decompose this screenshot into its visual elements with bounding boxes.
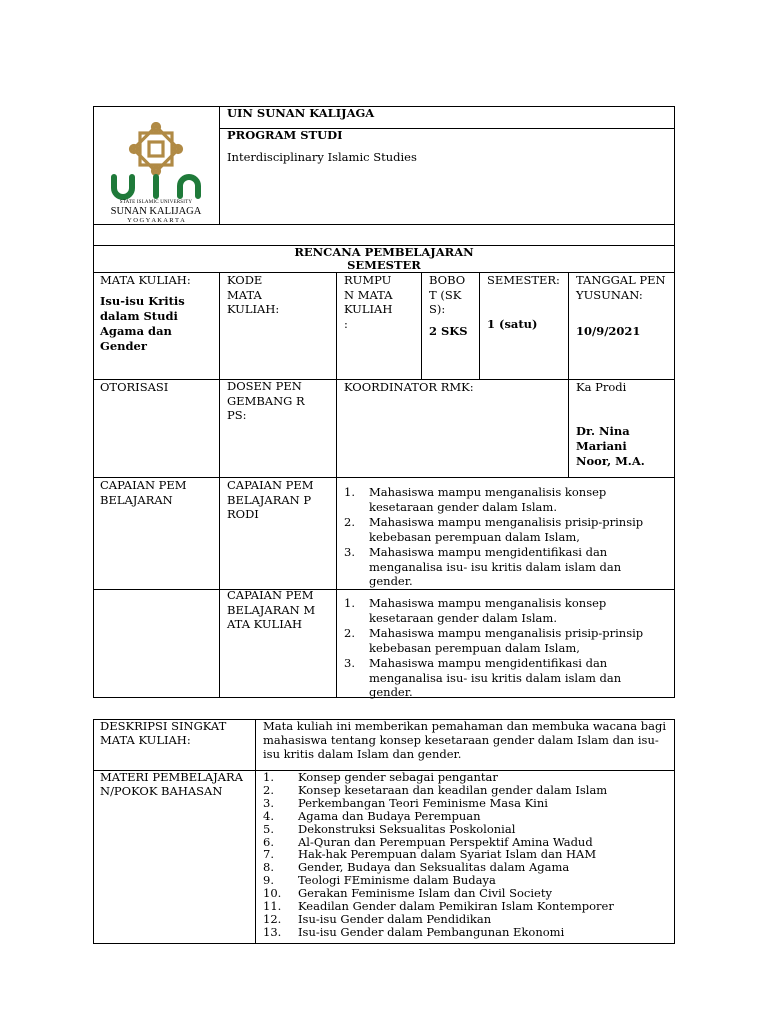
mk-value: Isu-isu Kritis dalam Studi Agama dan Gender [100, 294, 185, 353]
list-item-text: Teologi FEminisme dalam Budaya [298, 873, 496, 888]
list-item-text: Mahasiswa mampu menganalisis konsep kesetaraan gender dalam Islam. [369, 596, 607, 625]
program-label: PROGRAM STUDI [227, 128, 343, 142]
deskripsi-label: DESKRIPSI SINGKAT MATA KULIAH: [100, 719, 227, 747]
tanggal-label: TANGGAL PENYUSUNAN: [576, 273, 666, 302]
list-item [344, 485, 664, 514]
university-logo [96, 122, 216, 224]
divider [336, 272, 337, 698]
mk-label: MATA KULIAH: [100, 273, 191, 287]
dosen-label: DOSEN PENGEMBANG RPS: [227, 379, 305, 422]
list-number: 2. [263, 782, 274, 797]
list-item-text: Isu-isu Gender dalam Pendidikan [298, 911, 492, 926]
logo-tagline: STATE ISLAMIC UNIVERSITY [119, 200, 193, 205]
list-item-text: Keadilan Gender dalam Pemikiran Islam Kontemporer [298, 899, 614, 914]
cp-prodi-label: CAPAIAN PEMBELAJARAN PRODI [227, 478, 314, 521]
list-item-text: Konsep gender sebagai pengantar [298, 770, 498, 784]
program-value: Interdisciplinary Islamic Studies [227, 150, 417, 164]
list-item-text: Perkembangan Teori Feminisme Masa Kini [298, 795, 548, 810]
divider [568, 272, 569, 477]
bobot-label: BOBOT (SKS): [429, 273, 466, 316]
kaprodi-label: Ka Prodi [576, 380, 627, 394]
list-number: 11. [263, 899, 282, 914]
list-number: 6. [263, 834, 274, 849]
list-item [263, 926, 668, 939]
list-item-text: Mahasiswa mampu mengidentifikasi dan menganalisa isu- isu kritis dalam islam dan gender. [369, 545, 622, 588]
list-item-text: Dekonstruksi Seksualitas Poskolonial [298, 821, 516, 836]
divider [219, 272, 220, 698]
kode-label: KODE MATA KULIAH: [227, 273, 280, 316]
list-item-text: Isu-isu Gender dalam Pembangunan Ekonomi [298, 924, 565, 939]
list-item-text: Mahasiswa mampu menganalisis prisip-prinsip kebebasan perempuan dalam Islam, [369, 515, 644, 544]
list-item [344, 545, 664, 589]
tanggal-value: 10/9/2021 [576, 324, 641, 338]
materi-label: MATERI PEMBELAJARAN/POKOK BAHASAN [100, 770, 243, 798]
list-number: 13. [263, 924, 282, 939]
deskripsi-text: Mata kuliah ini memberikan pemahaman dan membuka wacana bagi mahasiswa tentang konsep kesetaraan gender dalam Islam dan isu-isu kritis dalam Islam dan gender. [263, 719, 667, 761]
list-item [344, 626, 664, 655]
otorisasi-label: OTORISASI [100, 380, 169, 394]
list-number: 3. [344, 656, 355, 670]
logo-uin-mark-icon [96, 174, 216, 200]
list-number: 3. [263, 795, 274, 810]
list-number: 1. [344, 596, 355, 610]
bobot-value: 2 SKS [429, 324, 468, 338]
university-name: UIN SUNAN KALIJAGA [227, 106, 375, 120]
list-item-text: Agama dan Budaya Perempuan [298, 808, 481, 823]
kaprodi-value: Dr. Nina Mariani Noor, M.A. [576, 424, 645, 468]
list-item-text: Hak-hak Perempuan dalam Syariat Islam dan HAM [298, 847, 597, 862]
list-item [344, 656, 664, 700]
list-item-text: Konsep kesetaraan dan keadilan gender dalam Islam [298, 782, 608, 797]
list-item-text: Mahasiswa mampu menganalisis prisip-prinsip kebebasan perempuan dalam Islam, [369, 626, 644, 655]
cp-mk-label: CAPAIAN PEMBELAJARAN MATA KULIAH [227, 588, 316, 631]
list-number: 1. [263, 770, 274, 784]
list-number: 2. [344, 626, 355, 640]
list-number: 10. [263, 886, 282, 901]
logo-name: SUNAN KALIJAGA [110, 206, 202, 217]
logo-city: Y O G Y A K A R T A [127, 217, 185, 224]
semester-label: SEMESTER: [487, 273, 560, 287]
divider [255, 719, 256, 944]
rumpun-label: RUMPUN MATA KULIAH : [344, 273, 393, 331]
rps-title: RENCANA PEMBELAJARAN SEMESTER [294, 245, 474, 272]
list-number: 7. [263, 847, 274, 862]
list-number: 12. [263, 911, 282, 926]
list-item-text: Gerakan Feminisme Islam dan Civil Society [298, 886, 552, 901]
divider [93, 589, 675, 590]
list-number: 3. [344, 545, 355, 559]
list-number: 9. [263, 873, 274, 888]
list-item-text: Mahasiswa mampu mengidentifikasi dan menganalisa isu- isu kritis dalam islam dan gender. [369, 656, 622, 699]
materi-list [263, 771, 668, 939]
list-number: 4. [263, 808, 274, 823]
cp-mk-list [344, 596, 664, 700]
list-number: 1. [344, 485, 355, 499]
list-item [344, 596, 664, 625]
list-number: 8. [263, 860, 274, 875]
list-item-text: Gender, Budaya dan Seksualitas dalam Agama [298, 860, 570, 875]
koordinator-label: KOORDINATOR RMK: [344, 380, 474, 394]
divider [421, 272, 422, 379]
divider [479, 272, 480, 379]
list-number: 2. [344, 515, 355, 529]
list-item-text: Al-Quran dan Perempuan Perspektif Amina Wadud [298, 834, 593, 849]
cp-label: CAPAIAN PEMBELAJARAN [100, 478, 187, 507]
list-item [344, 515, 664, 544]
list-number: 5. [263, 821, 274, 836]
semester-value: 1 (satu) [487, 317, 538, 331]
cp-prodi-list [344, 485, 664, 589]
list-item-text: Mahasiswa mampu menganalisis konsep kesetaraan gender dalam Islam. [369, 485, 607, 514]
divider [219, 106, 220, 224]
